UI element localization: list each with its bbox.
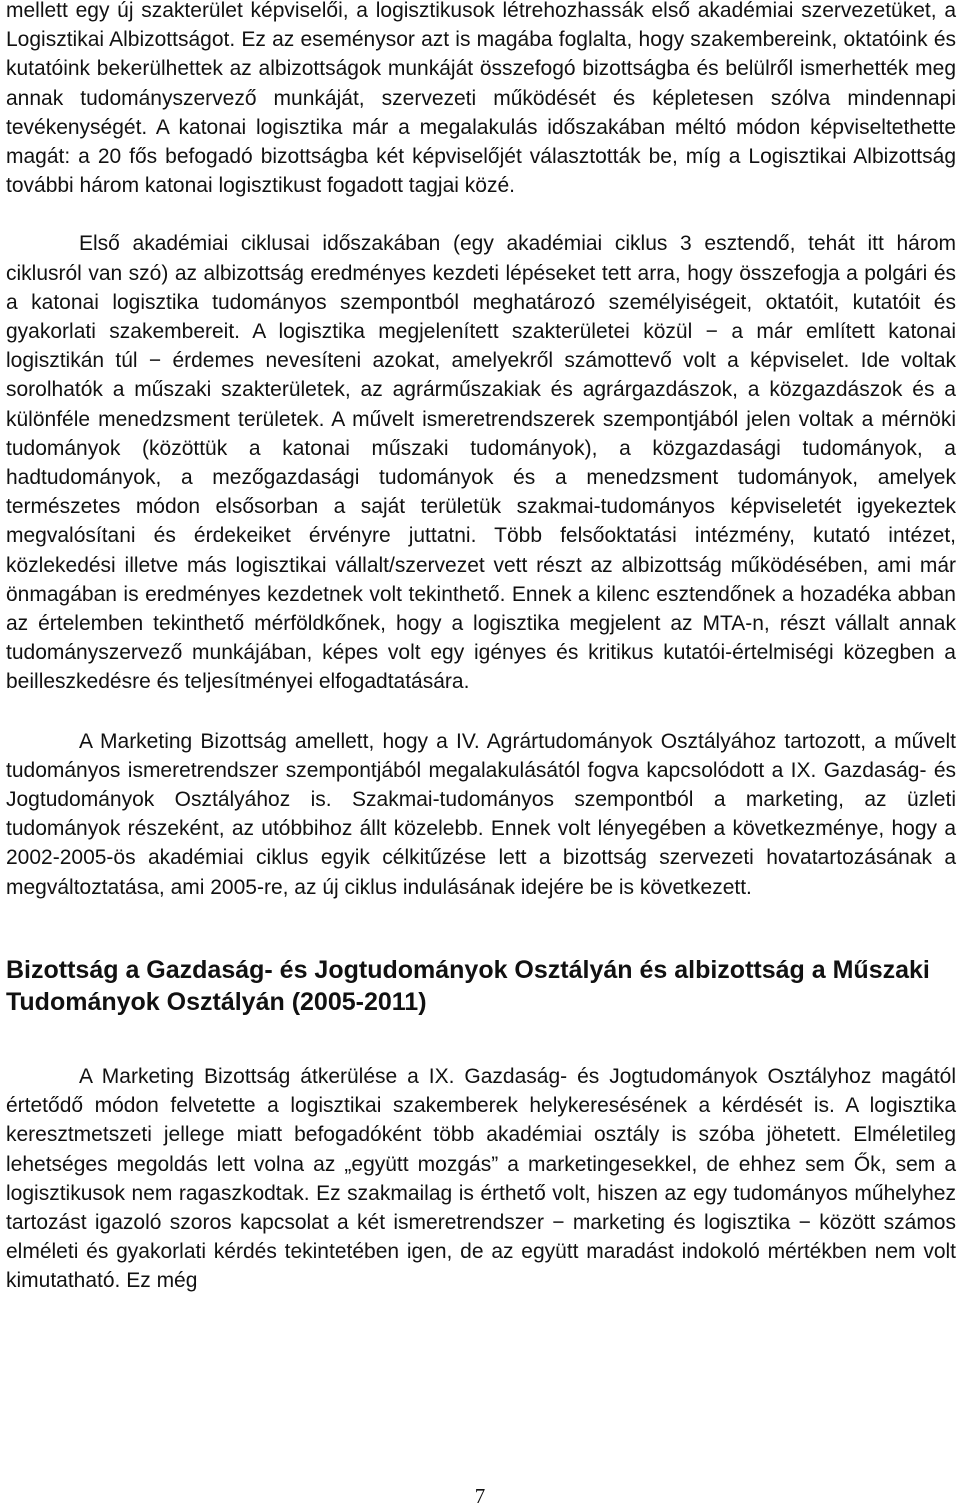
- page-number: 7: [474, 1484, 486, 1508]
- paragraph-final: A Marketing Bizottság átkerülése a IX. Gazdaság- és Jogtudományok Osztályhoz magától értetődő módon felvetette a logisztikai szakemberek helykeresésének a kérdését is. A logisztika keresztmetszeti jellege miatt befogadóként több akadémiai osztály is szóba jöhetett. Elméletileg lehetséges megoldás lett volna az „együtt mozgás” a marketingesekkel, de ehhez sem Ők, sem a logisztikusok nem ragaszkodtak. Ez szakmailag is érthető volt, hiszen az egy tudományos műhelyhez tartozást igazoló szoros kapcsolat a két ismeretrendszer − marketing és logisztika − között számos elméleti és gyakorlati kérdés tekintetében igen, de az együtt maradást indokoló mértékben nem volt kimutatható. Ez még: [6, 1064, 956, 1293]
- document-page: [6, 0, 956, 1296]
- section-heading: Bizottság a Gazdaság- és Jogtudományok Osztályán és albizottság a Műszaki Tudományok Osztályán (2005-2011): [6, 955, 930, 1016]
- paragraph-marketing-committee: A Marketing Bizottság amellett, hogy a IV. Agrártudományok Osztályához tartozott, a művelt tudományos ismeretrendszer szempontjából megalakulásától fogva kapcsolódott a IX. Gazdaság- és Jogtudományok Osztályához is. Szakmai-tudományos szempontból a marketing, az üzleti tudományok részeként, az utóbbihoz állt közelebb. Ennek volt lényegében a következménye, hogy a 2002-2005-ös akadémiai ciklus egyik célkitűzése lett a bizottság szervezeti hovatartozásának a megváltoztatása, ami 2005-re, az új ciklus indulásának idejére be is következett.: [6, 729, 956, 899]
- paragraph-continued: mellett egy új szakterület képviselői, a logisztikusok létrehozhassák első akadémiai szervezetüket, a Logisztikai Albizottságot. Ez az eseménysor azt is magába foglalta, hogy szakembereink, oktatóink és kutatóink bekerülhettek az albizottságok munkáját összefogó bizottságba és belülről ismerhették meg annak tudományszervező munkáját, szervezeti működését és képletesen szólva mindennapi tevékenységét. A katonai logisztika már a megalakulás időszakában méltó módon képviseltethette magát: a 20 fős befogadó bizottságba két képviselőjét választották be, míg a Logisztikai Albizottság további három katonai logisztikust fogadott tagjai közé.: [6, 0, 956, 198]
- paragraph-academic-cycles: Első akadémiai ciklusai időszakában (egy akadémiai ciklus 3 esztendő, tehát itt három ciklusról van szó) az albizottság eredményes kezdeti lépéseket tett arra, hogy összefogja a polgári és a katonai logisztika tudományos szempontból meghatározó személyiségeit, oktatóit, kutatóit és gyakorlati szakembereit. A logisztika megjelenített szakterületei közül − a már említett katonai logisztikán túl − érdemes nevesíteni azokat, amelyekről számottevő volt a képviselet. Ide voltak sorolhatók a műszaki szakterületek, az agrárműszakiak és agrárgazdászok, a közgazdászok és a különféle menedzsment területek. A művelt ismeretrendszerek szempontjából jelen voltak a mérnöki tudományok (közöttük a katonai műszaki tudományok), a közgazdasági tudományok, a hadtudományok, a mezőgazdasági tudományok és a menedzsment tudományok, amelyek természetes módon elsősorban a saját területük szakmai-tudományos képviseletét igyekeztek megvalósítani és érdekeiket érvényre juttatni. Több felsőoktatási intézmény, kutató intézet, közlekedési illetve más logisztikai vállalt/szervezet vett részt az albizottság működésében, ami már önmagában is eredményes kezdetnek volt tekinthető. Ennek a kilenc esztendőnek a hozadéka abban az értelemben tekinthető mérföldkőnek, hogy a logisztika megjelent az MTA-n, részt vállalt annak tudományszervező munkájában, képes volt egy igényes és kritikus kutatói-értelmiségi közegben a beilleszkedésre és teljesítményei elfogadtatására.: [6, 232, 956, 694]
